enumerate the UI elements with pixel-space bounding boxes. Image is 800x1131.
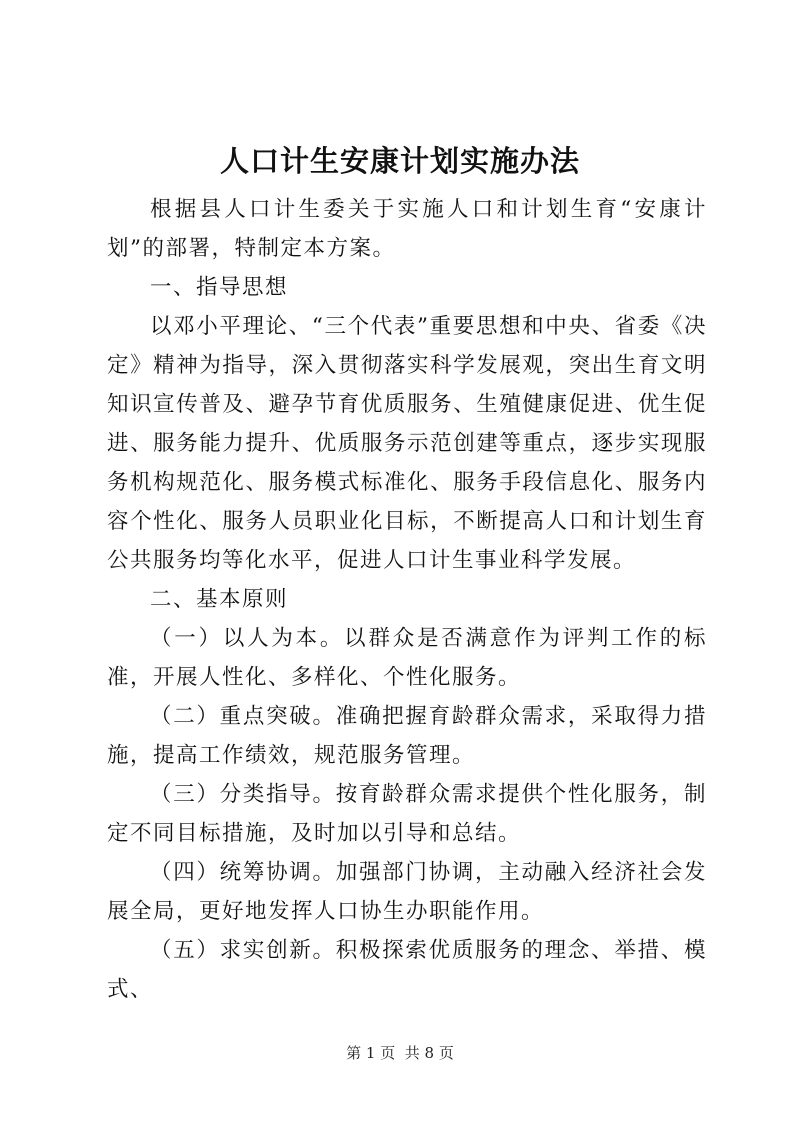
document-body <box>107 190 707 1009</box>
principle-item-4: （四）统筹协调。加强部门协调，主动融入经济社会发展全局，更好地发挥人口协生办职能作用。 <box>107 860 707 924</box>
principle-item-5: （五）求实创新。积极探索优质服务的理念、举措、模式、 <box>107 938 707 1002</box>
page-number-label: 第 1 页 共 8 页 <box>346 1044 454 1062</box>
principle-item-1: （一）以人为本。以群众是否满意作为评判工作的标准，开展人性化、多样化、个性化服务。 <box>107 626 707 690</box>
guiding-ideology-paragraph: 以邓小平理论、“三个代表”重要思想和中央、省委《决定》精神为指导，深入贯彻落实科学发展观，突出生育文明知识宣传普及、避孕节育优质服务、生殖健康促进、优生促进、服务能力提升、优质服务示范创建等重点，逐步实现服务机构规范化、服务模式标准化、服务手段信息化、服务内容个性化、服务人员职业化目标，不断提高人口和计划生育公共服务均等化水平，促进人口计生事业科学发展。 <box>107 314 707 573</box>
section-heading-basic-principles: 二、基本原则 <box>150 587 289 612</box>
intro-paragraph: 根据县人口计生委关于实施人口和计划生育“安康计划”的部署，特制定本方案。 <box>107 197 707 261</box>
page-footer <box>0 1043 800 1063</box>
principle-item-2: （二）重点突破。准确把握育龄群众需求，采取得力措施，提高工作绩效，规范服务管理。 <box>107 704 707 768</box>
principle-item-3: （三）分类指导。按育龄群众需求提供个性化服务，制定不同目标措施，及时加以引导和总结。 <box>107 782 707 846</box>
section-heading-guiding-ideology: 一、指导思想 <box>150 275 289 300</box>
document-title: 人口计生安康计划实施办法 <box>219 144 580 178</box>
